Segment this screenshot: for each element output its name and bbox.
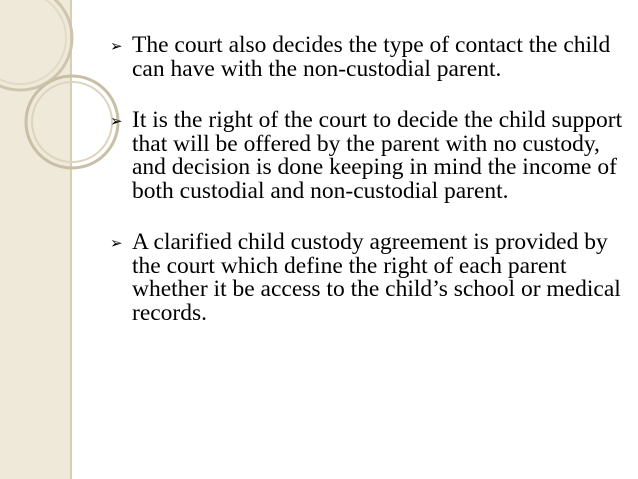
- bullet-text: It is the right of the court to decide the child support that will be offered by the parent with no custody, and decision is done keeping in mind the income of both custodial and non-custodial parent.: [132, 107, 623, 204]
- bullet-list: [110, 34, 630, 353]
- decorative-rings-icon: [0, 0, 120, 170]
- lower-ring-outer: [26, 76, 118, 168]
- upper-ring-inner: [0, 0, 66, 84]
- arrow-bullet-icon: ➢: [110, 37, 123, 55]
- arrow-bullet-icon: ➢: [110, 234, 123, 252]
- bullet-text: A clarified child custody agreement is provided by the court which define the right of each parent whether it be access to the child’s school or medical records.: [132, 229, 621, 326]
- bullet-text: The court also decides the type of contact the child can have with the non-custodial parent.: [132, 32, 611, 82]
- bullet-item-contact: [110, 34, 630, 81]
- bullet-item-child-support: [110, 109, 630, 203]
- lower-ring-inner: [32, 82, 112, 162]
- arrow-bullet-icon: ➢: [110, 112, 123, 130]
- bullet-item-custody-agreement: [110, 231, 630, 325]
